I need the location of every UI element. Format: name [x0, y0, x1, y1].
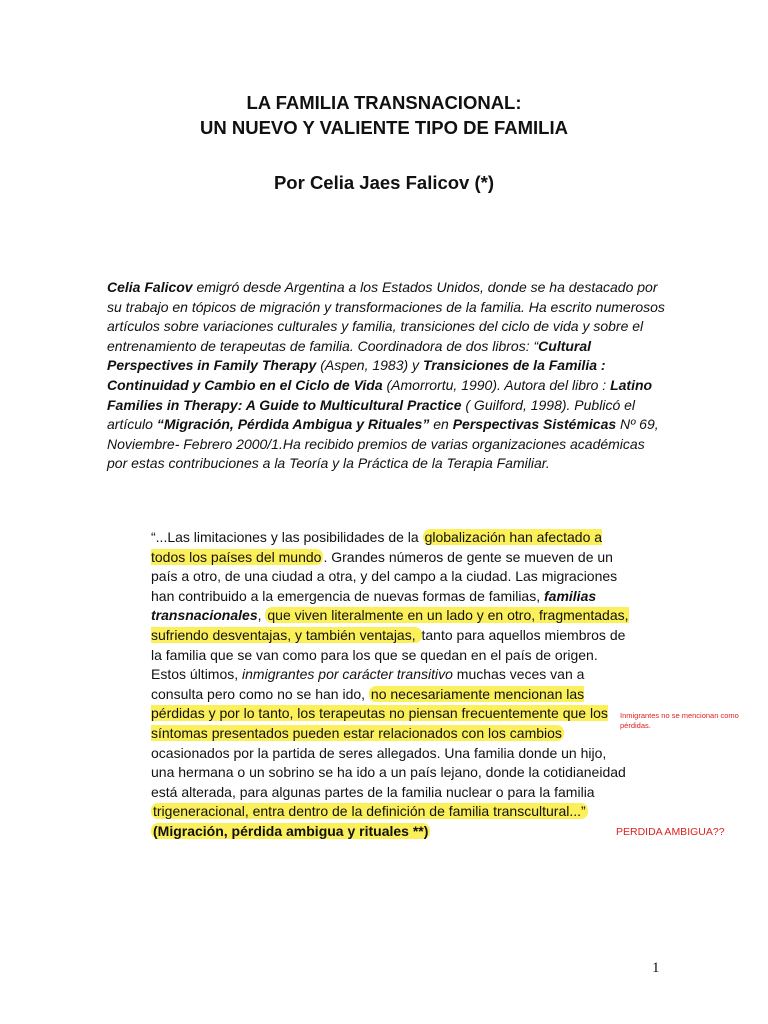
- quote-text-4: tanto para aquellos miembros de la familia que se van como para los que se quedan en el país de origen. Estos últimos,: [151, 626, 626, 683]
- bio-book-1: Cultural Perspectives in Family Therapy: [107, 337, 592, 374]
- quote-highlight-1: globalización han afectado a todos los países del mundo: [151, 529, 603, 565]
- bio-text-1: emigró desde Argentina a los Estados Unidos, donde se ha destacado por su trabajo en tópicos de migración y transformaciones de la familia. Ha escrito numerosos artículos sobre variaciones culturales y familia, transiciones del ciclo de vida y sobre el entrenamiento de terapeutas de familia. Coordinadora de dos libros: “: [107, 279, 665, 354]
- quote-text-1: “...Las limitaciones y las posibilidades de la: [151, 529, 423, 545]
- bio-text-5: en: [429, 416, 453, 433]
- bio-book-2: Transiciones de la Familia : Continuidad y Cambio en el Ciclo de Vida: [107, 357, 606, 393]
- quote-text-3: ,: [257, 607, 266, 624]
- bio-text-4: ( Guilford, 1998). Publicó el artículo: [107, 396, 636, 433]
- quote-text-2: . Grandes números de gente se mueven de un país a otro, de una ciudad a otra, y del campo a la ciudad. Las migraciones han contribuido a la emergencia de nuevas formas de familias,: [151, 548, 618, 604]
- author-byline: Por Celia Jaes Falicov (*): [273, 172, 495, 193]
- margin-annotation-2: PERDIDA AMBIGUA??: [616, 826, 725, 838]
- quote-text-6: ocasionados por la partida de seres allegados. Una familia donde un hijo, una hermana o un sobrino se ha ido a un país lejano, donde la cotidianeidad está alterada, para algunas partes de la familia nuclear o para la familia: [151, 744, 626, 800]
- bio-book-3: Latino Families in Therapy: A Guide to Multicultural Practice: [107, 376, 653, 413]
- bio-article: “Migración, Pérdida Ambigua y Rituales”: [156, 416, 430, 433]
- quote-block: [151, 528, 631, 842]
- bio-text-3: (Amorrortu, 1990). Autora del libro :: [382, 376, 611, 393]
- page-number: 1: [652, 960, 660, 976]
- author-bio: [107, 278, 667, 474]
- title-line-2: UN NUEVO Y VALIENTE TIPO DE FAMILIA: [200, 117, 568, 138]
- document-title: [0, 90, 768, 140]
- quote-highlight-3: no necesariamente mencionan las pérdidas y por lo tanto, los terapeutas no piensan frecuentemente que los síntomas presentados pueden estar relacionados con los cambios: [151, 685, 608, 741]
- title-line-1: LA FAMILIA TRANSNACIONAL:: [246, 92, 522, 113]
- quote-highlight-2: que viven literalmente en un lado y en otro, fragmentadas, sufriendo desventajas, y también ventajas,: [151, 607, 629, 643]
- quote-text-5: muchas veces van a consulta pero como no se han ido,: [151, 666, 585, 702]
- quote-highlight-4: trigeneracional, entra dentro de la definición de familia transcultural...”: [153, 803, 586, 820]
- margin-annotation-1: Inmigrantes no se mencionan como pérdidas.: [620, 711, 739, 730]
- quote-term-1: familias transnacionales: [151, 587, 597, 624]
- quote-term-2: inmigrantes por carácter transitivo: [242, 666, 453, 683]
- bio-text-6: Nº 69, Noviembre- Febrero 2000/1.Ha recibido premios de varias organizaciones académicas por estas contribuciones a la Teoría y la Práctica de la Terapia Familiar.: [107, 416, 659, 472]
- bio-text-2: (Aspen, 1983) y: [316, 357, 423, 374]
- bio-author-name: Celia Falicov: [107, 279, 193, 295]
- quote-citation: (Migración, pérdida ambigua y rituales **): [153, 822, 429, 839]
- bio-journal: Perspectivas Sistémicas: [452, 416, 617, 433]
